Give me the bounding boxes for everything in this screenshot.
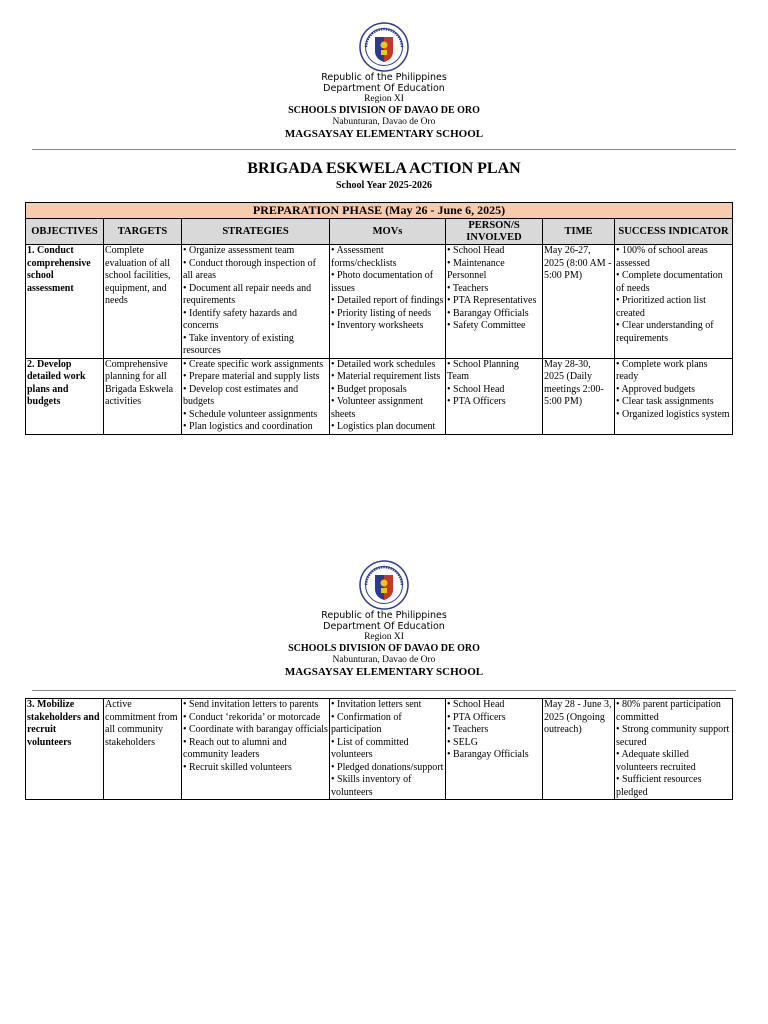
phase-row <box>26 203 733 219</box>
header-republic: Republic of the Philippines <box>321 72 447 83</box>
table-row <box>26 245 733 359</box>
list-item: • Safety Committee <box>447 320 526 331</box>
target-cell: Active commitment from all community stakeholders <box>104 699 182 800</box>
list-item: • Sufficient resources pledged <box>616 774 702 798</box>
header-school: MAGSAYSAY ELEMENTARY SCHOOL <box>284 666 484 678</box>
header-address: Nabunturan, Davao de Oro <box>332 655 436 665</box>
action-plan-table-continued <box>25 698 733 800</box>
list-item: • Create specific work assignments <box>183 358 324 370</box>
list-item: • Plan logistics and coordination <box>183 421 313 432</box>
list-item: • Approved budgets <box>616 383 696 395</box>
list-item: • Pledged donations/support <box>331 761 444 773</box>
persons-cell <box>446 358 543 434</box>
target-cell: Complete evaluation of all school facilities, equipment, and needs <box>104 245 182 359</box>
list-item: • Assessment forms/checklists <box>331 245 397 269</box>
list-item: • Conduct thorough inspection of all areas <box>183 257 316 281</box>
indicator-cell <box>615 245 733 359</box>
persons-cell <box>446 699 543 800</box>
list-item: • Teachers <box>447 724 489 735</box>
table-row <box>26 699 733 800</box>
phase-header: PREPARATION PHASE (May 26 - June 6, 2025) <box>26 203 733 219</box>
list-item: • Budget proposals <box>331 383 407 395</box>
col-header-objectives: OBJECTIVES <box>26 219 104 245</box>
strategies-cell <box>182 358 330 434</box>
list-item: • 100% of school areas assessed <box>616 245 708 269</box>
list-item: • List of committed volunteers <box>331 736 409 760</box>
header-department: Department Of Education <box>323 621 445 632</box>
list-item: • Material requirement lists <box>331 371 441 382</box>
col-header-success: SUCCESS INDICATOR <box>615 219 733 245</box>
indicator-cell <box>615 358 733 434</box>
document-title: BRIGADA ESKWELA ACTION PLAN <box>247 160 521 177</box>
list-item: • Reach out to alumni and community leaders <box>183 736 287 760</box>
header-divider <box>32 690 736 691</box>
list-item: • Send invitation letters to parents <box>183 699 319 710</box>
list-item: • PTA Officers <box>447 711 506 723</box>
list-item: • SELG <box>447 736 479 748</box>
list-item: • Prioritized action list created <box>616 295 706 319</box>
strategies-cell <box>182 699 330 800</box>
objective-cell: 3. Mobilize stakeholders and recruit volunteers <box>26 699 104 800</box>
page1-header <box>0 22 768 141</box>
header-division: SCHOOLS DIVISION OF DAVAO DE ORO <box>288 105 480 116</box>
time-cell: May 26-27, 2025 (8:00 AM - 5:00 PM) <box>543 245 615 359</box>
list-item: • Organize assessment team <box>183 245 295 256</box>
list-item: • Logistics plan document <box>331 421 436 432</box>
list-item: • School Head <box>447 383 505 395</box>
list-item: • Conduct ‘rekorida’ or motorcade <box>183 711 321 723</box>
list-item: • Prepare material and supply lists <box>183 371 320 382</box>
target-cell: Comprehensive planning for all Brigada Eskwela activities <box>104 358 182 434</box>
col-header-movs: MOVs <box>330 219 446 245</box>
list-item: • Skills inventory of volunteers <box>331 774 412 798</box>
list-item: • Priority listing of needs <box>331 307 432 319</box>
header-divider <box>32 149 736 150</box>
list-item: • Take inventory of existing resources <box>183 332 294 356</box>
header-address: Nabunturan, Davao de Oro <box>332 117 436 127</box>
list-item: • PTA Officers <box>447 396 506 407</box>
list-item: • Detailed report of findings <box>331 295 444 306</box>
objective-cell: 2. Develop detailed work plans and budgets <box>26 358 104 434</box>
list-item: • Volunteer assignment sheets <box>331 396 424 420</box>
header-region: Region XI <box>364 94 404 104</box>
table-row <box>26 358 733 434</box>
list-item: • Barangay Officials <box>447 749 529 760</box>
list-item: • Complete work plans ready <box>616 358 708 382</box>
time-cell: May 28 - June 3, 2025 (Ongoing outreach) <box>543 699 615 800</box>
col-header-strategies: STRATEGIES <box>182 219 330 245</box>
persons-cell <box>446 245 543 359</box>
list-item: • Confirmation of participation <box>331 711 402 735</box>
list-item: • Clear task assignments <box>616 396 714 407</box>
action-plan-table <box>25 202 733 435</box>
list-item: • Recruit skilled volunteers <box>183 761 292 773</box>
school-year: School Year 2025-2026 <box>335 180 433 191</box>
list-item: • Teachers <box>447 282 489 294</box>
list-item: • Strong community support secured <box>616 724 730 748</box>
time-cell: May 28-30, 2025 (Daily meetings 2:00-5:00 PM) <box>543 358 615 434</box>
movs-cell <box>330 245 446 359</box>
header-school: MAGSAYSAY ELEMENTARY SCHOOL <box>284 128 484 140</box>
indicator-cell <box>615 699 733 800</box>
header-department: Department Of Education <box>323 83 445 94</box>
movs-cell <box>330 358 446 434</box>
list-item: • Photo documentation of issues <box>331 270 434 294</box>
page2-header <box>0 560 768 679</box>
list-item: • Organized logistics system <box>616 408 730 420</box>
objective-cell: 1. Conduct comprehensive school assessment <box>26 245 104 359</box>
col-header-persons: PERSON/S INVOLVED <box>446 219 543 245</box>
deped-seal-icon <box>359 560 409 610</box>
col-header-time: TIME <box>543 219 615 245</box>
list-item: • Detailed work schedules <box>331 358 436 370</box>
list-item: • School Head <box>447 699 505 710</box>
header-division: SCHOOLS DIVISION OF DAVAO DE ORO <box>288 643 480 654</box>
list-item: • Identify safety hazards and concerns <box>183 307 298 331</box>
list-item: • Invitation letters sent <box>331 699 422 710</box>
movs-cell <box>330 699 446 800</box>
list-item: • Schedule volunteer assignments <box>183 408 318 420</box>
header-region: Region XI <box>364 632 404 642</box>
list-item: • 80% parent participation committed <box>616 699 721 723</box>
list-item: • School Head <box>447 245 505 256</box>
header-republic: Republic of the Philippines <box>321 610 447 621</box>
deped-seal-icon <box>359 22 409 72</box>
list-item: • PTA Representatives <box>447 295 537 306</box>
column-header-row <box>26 219 733 245</box>
list-item: • Clear understanding of requirements <box>616 320 714 344</box>
list-item: • Maintenance Personnel <box>447 257 505 281</box>
list-item: • Coordinate with barangay officials <box>183 724 328 735</box>
list-item: • Develop cost estimates and budgets <box>183 383 299 407</box>
list-item: • Complete documentation of needs <box>616 270 723 294</box>
list-item: • School Planning Team <box>447 358 519 382</box>
list-item: • Inventory worksheets <box>331 320 424 331</box>
list-item: • Barangay Officials <box>447 307 529 319</box>
list-item: • Adequate skilled volunteers recruited <box>616 749 696 773</box>
strategies-cell <box>182 245 330 359</box>
col-header-targets: TARGETS <box>104 219 182 245</box>
list-item: • Document all repair needs and requirements <box>183 282 312 306</box>
